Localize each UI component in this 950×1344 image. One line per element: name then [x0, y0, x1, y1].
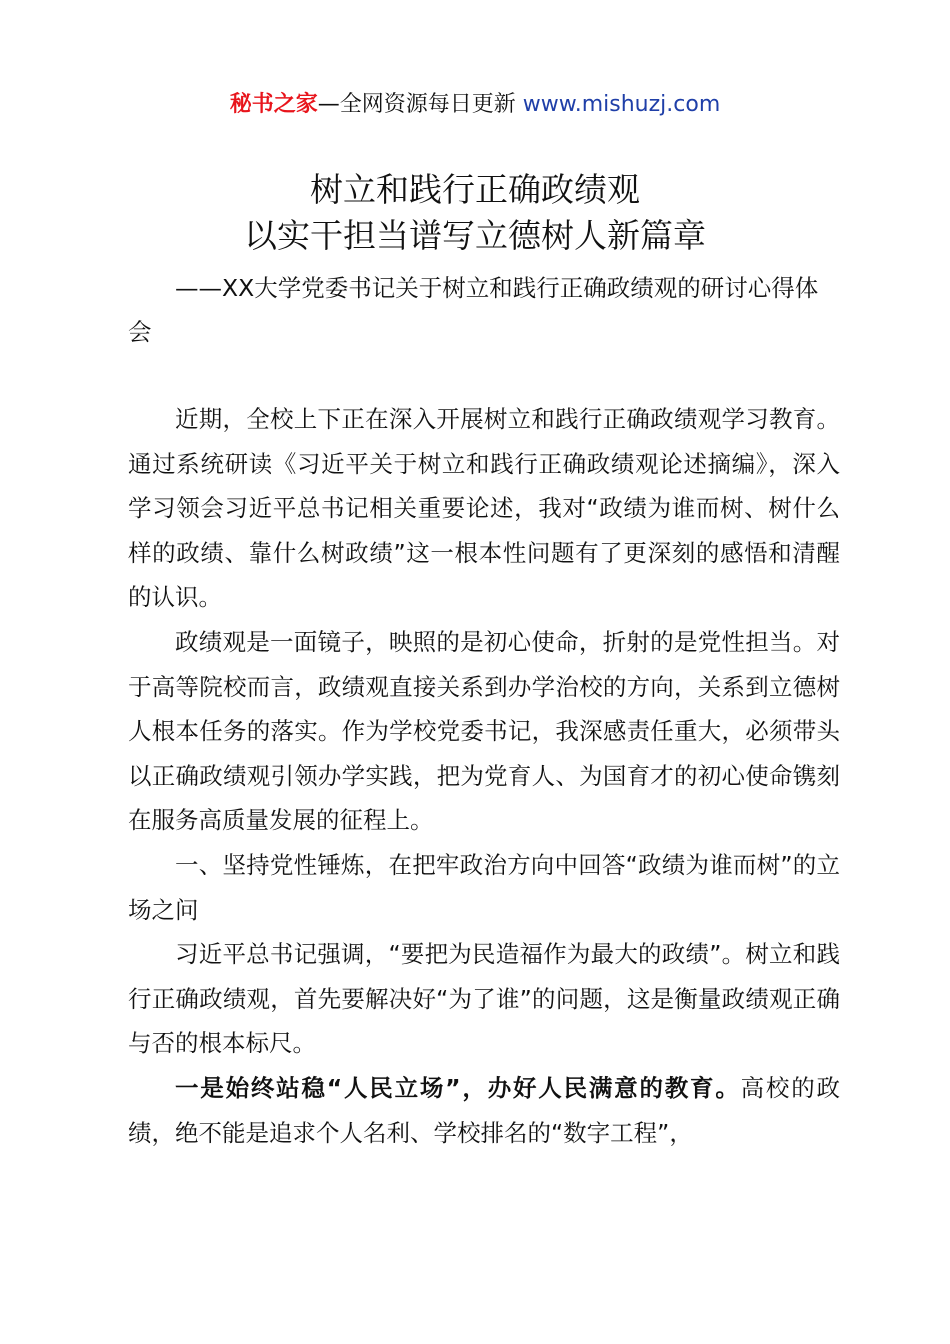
paragraph-quote: 习近平总书记强调，“要把为民造福作为最大的政绩”。树立和践行正确政绩观，首先要解决好“为了谁”的问题，这是衡量政绩观正确与否的根本标尺。	[128, 940, 840, 1058]
document-body-section-3	[128, 1066, 840, 1155]
document-subtitle: ——XX大学党委书记关于树立和践行正确政绩观的研讨心得体会	[128, 274, 819, 346]
paragraph-intro: 近期，全校上下正在深入开展树立和践行正确政绩观学习教育。通过系统研读《习近平关于树立和践行正确政绩观论述摘编》，深入学习领会习近平总书记相关重要论述，我对“政绩为谁而树、树什么样的政绩、靠什么树政绩”这一根本性问题有了更深刻的感悟和清醒的认识。	[128, 405, 840, 612]
paragraph-people-stance	[128, 1066, 840, 1155]
site-url-link[interactable]: www.mishuzj.com	[522, 92, 721, 117]
site-brand: 秘书之家	[229, 92, 318, 117]
paragraph-mirror: 政绩观是一面镜子，映照的是初心使命，折射的是党性担当。对于高等院校而言，政绩观直接关系到办学治校的方向，关系到立德树人根本任务的落实。作为学校党委书记，我深感责任重大，必须带头以正确政绩观引领办学实践，把为党育人、为国育才的初心使命镌刻在服务高质量发展的征程上。	[128, 627, 840, 835]
document-title-line-2: 以实干担当谱写立德树人新篇章	[244, 216, 706, 255]
document-body-section-1	[128, 397, 840, 843]
site-tagline: —全网资源每日更新	[317, 92, 523, 117]
site-header	[0, 88, 950, 122]
document-title-line-1: 树立和践行正确政绩观	[310, 170, 640, 209]
paragraph-rest: 高校的政绩，绝不能是追求个人名利、学校排名的“数字工程”，	[128, 1074, 841, 1147]
section-heading-1: 一、坚持党性锤炼，在把牢政治方向中回答“政绩为谁而树”的立场之问	[128, 851, 840, 924]
paragraph-lead-bold: 一是始终站稳“人民立场”，办好人民满意的教育。	[175, 1074, 741, 1102]
document-body-section-2	[128, 843, 840, 1066]
